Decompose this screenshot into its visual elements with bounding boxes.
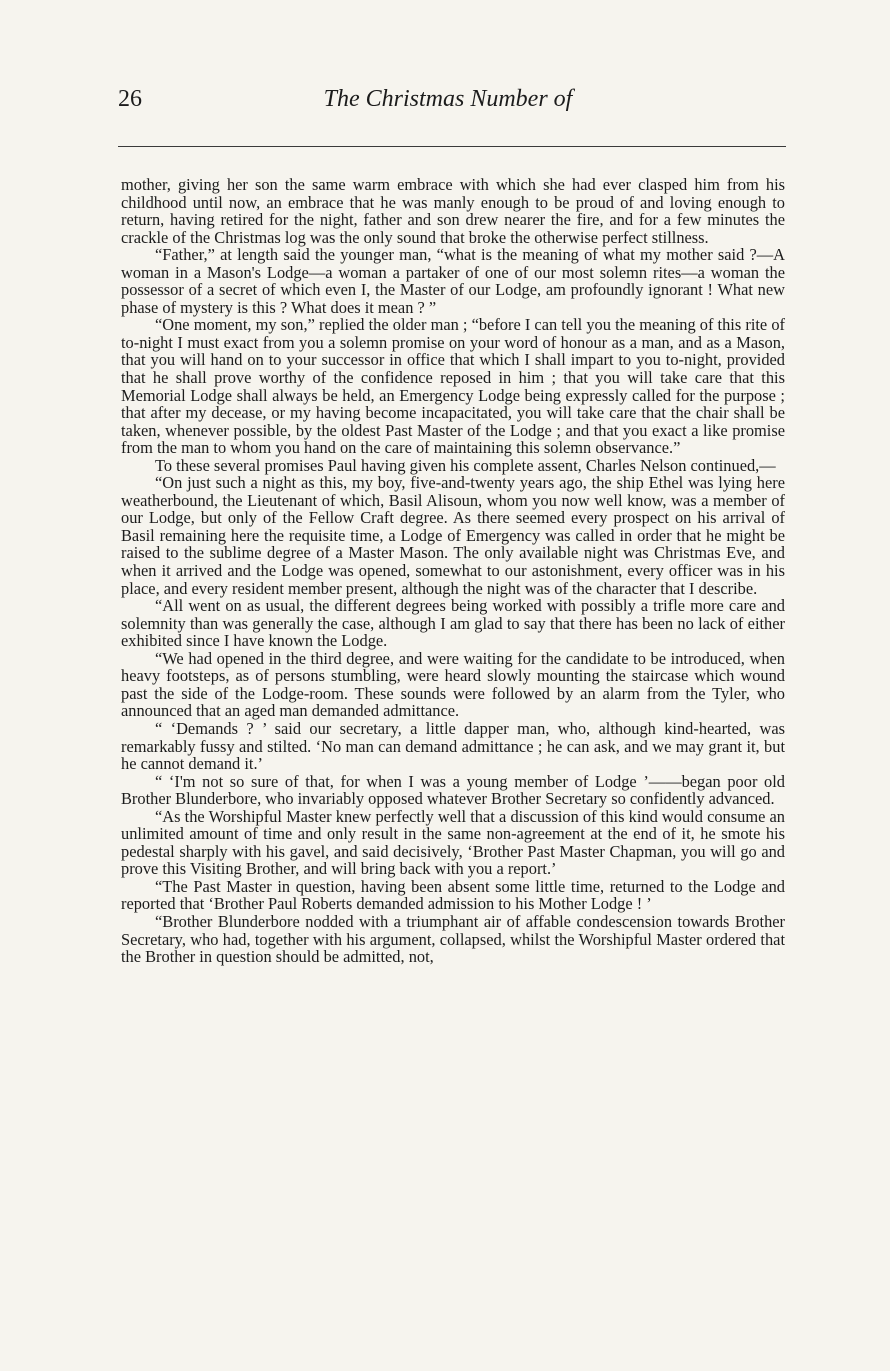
paragraph: mother, giving her son the same warm embrace with which she had ever clasped him from his childhood until now, an embrace that he was manly enough to be proud of and loving enough to return, having retired for the night, father and son drew nearer the fire, and for a few minutes the crackle of the Christmas log was the only sound that broke the otherwise perfect stillness. <box>121 175 785 247</box>
paragraph: “We had opened in the third degree, and were waiting for the candidate to be introduced, when heavy footsteps, as of persons stumbling, were heard slowly mounting the staircase which wound past the side of the Lodge-room. These sounds were followed by an alarm from the Tyler, who announced that an aged man demanded admittance. <box>121 648 785 721</box>
paragraph: “ ‘I'm not so sure of that, for when I was a young member of Lodge ’——began poor old Brother Blunderbore, who invariably opposed whatever Brother Secretary so confidently advanced. <box>121 771 785 809</box>
paragraph: “ ‘Demands ? ’ said our secretary, a little dapper man, who, although kind-hearted, was remarkably fussy and stilted. ‘No man can demand admittance ; he can ask, and we may grant it, but he cannot demand it.’ <box>121 718 785 774</box>
paragraph: “On just such a night as this, my boy, five-and-twenty years ago, the ship Ethel was lying here weatherbound, the Lieutenant of which, Basil Alisoun, whom you now well know, was a member of our Lodge, but only of the Fellow Craft degree. As there seemed every prospect on his arrival of Basil remaining here the requisite time, a Lodge of Emergency was called in order that he might be raised to the sublime degree of a Master Mason. The only available night was Christmas Eve, and when it arrived and the Lodge was opened, somewhat to our astonishment, every officer was in his place, and every resident member present, although the night was of the character that I describe. <box>121 473 785 598</box>
paragraph: “One moment, my son,” replied the older man ; “before I can tell you the meaning of this rite of to-night I must exact from you a solemn promise on your word of honour as a man, and as a Mason, that you will hand on to your successor in office that which I shall impart to you to-night, provided that he shall prove worthy of the confidence reposed in him ; that you will take care that this Memorial Lodge shall always be held, an Emergency Lodge being expressly called for the purpose ; that after my decease, or my having become incapacitated, you will take care that the chair shall be taken, whenever possible, by the oldest Past Master of the Lodge ; and that you exact a like promise from the man to whom you hand on the care of maintaining this solemn observance.” <box>121 315 785 458</box>
running-title: The Christmas Number of <box>323 86 573 112</box>
page-number: 26 <box>118 86 142 112</box>
paragraph: “Father,” at length said the younger man, “what is the meaning of what my mother said ?—A woman in a Mason's Lodge—a woman a partaker of one of our most solemn rites—a woman the possessor of a secret of which even I, the Master of our Lodge, am profoundly ignorant ! What new phase of mystery is this ? What does it mean ? ” <box>121 245 785 317</box>
paragraph: “The Past Master in question, having been absent some little time, returned to the Lodge and reported that ‘Brother Paul Roberts demanded admission to his Mother Lodge ! ’ <box>121 876 785 914</box>
paragraph: “As the Worshipful Master knew perfectly well that a discussion of this kind would consume an unlimited amount of time and only result in the same non-agreement at the end of it, he smote his pedestal sharply with his gavel, and said decisively, ‘Brother Past Master Chapman, you will go and prove this Visiting Brother, and will bring back with you a report.’ <box>121 806 785 879</box>
body-text <box>121 176 785 966</box>
header-rule <box>118 146 786 147</box>
paragraph: “All went on as usual, the different degrees being worked with possibly a trifle more care and solemnity than was generally the case, although I am glad to say that there has been no lack of either exhibited since I have known the Lodge. <box>121 596 785 651</box>
paragraph: “Brother Blunderbore nodded with a triumphant air of affable condescension towards Brother Secretary, who had, together with his argument, collapsed, whilst the Worshipful Master ordered that the Brother in question should be admitted, not, <box>121 911 785 967</box>
page-header <box>118 86 778 126</box>
paragraph: To these several promises Paul having given his complete assent, Charles Nelson continued,— <box>155 455 776 475</box>
